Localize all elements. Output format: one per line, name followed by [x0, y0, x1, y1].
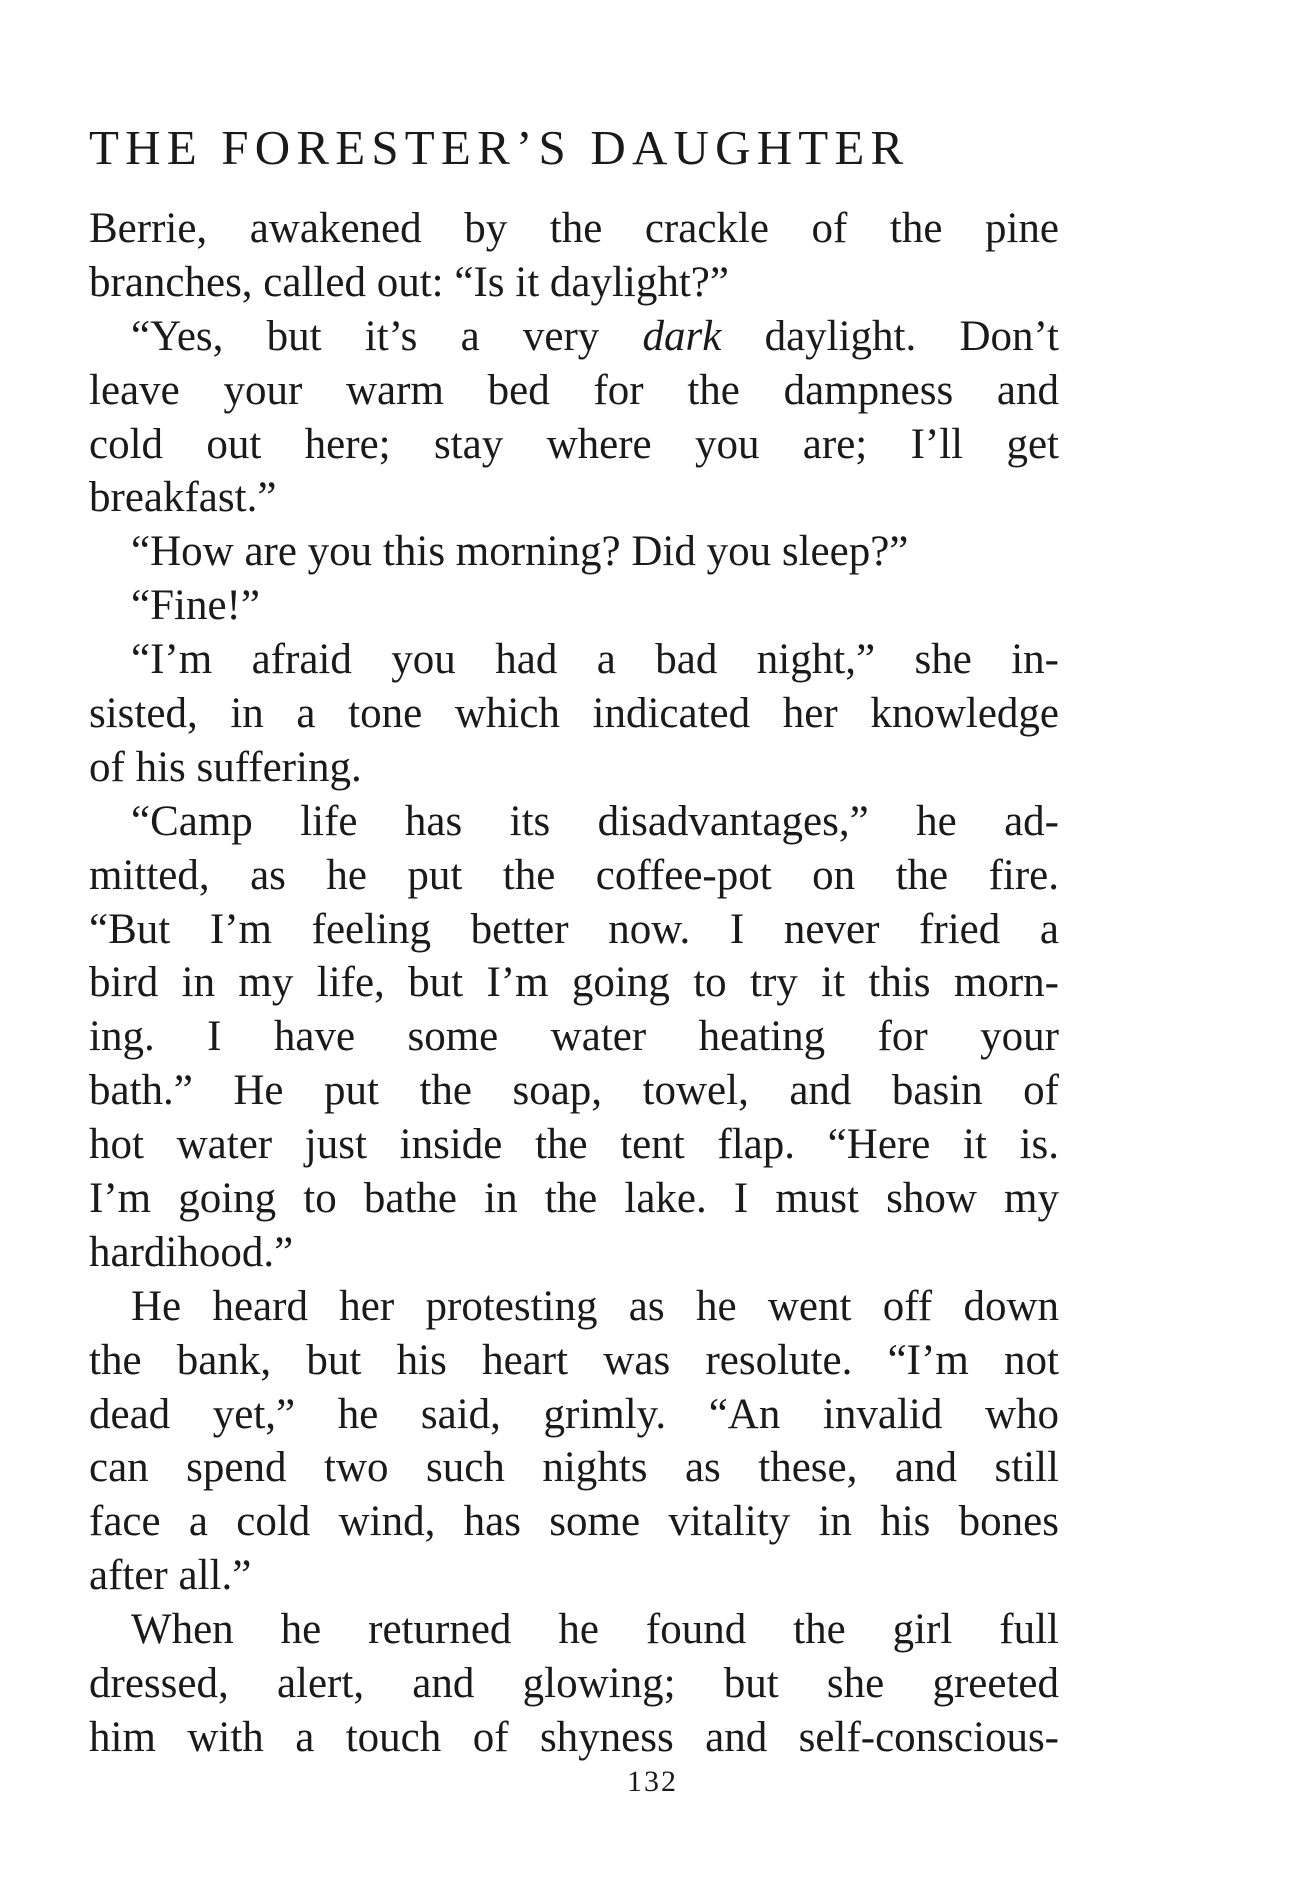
text-line: dressed, alert, and glowing; but she greeted — [89, 1660, 1059, 1708]
text-line: bath.” He put the soap, towel, and basin of — [89, 1067, 1059, 1115]
text-line: leave your warm bed for the dampness and — [89, 366, 1059, 414]
running-head-title: THE FORESTER’S DAUGHTER — [89, 120, 910, 175]
text-line: hardihood.” — [89, 1228, 294, 1276]
text-line: sisted, in a tone which indicated her knowledge — [89, 690, 1059, 738]
text-line: face a cold wind, has some vitality in his bones — [89, 1498, 1059, 1546]
text-line: “Fine!” — [131, 582, 260, 630]
text-line: bird in my life, but I’m going to try it this morn- — [89, 959, 1059, 1007]
text-line — [89, 310, 1059, 364]
text-line: “How are you this morning? Did you sleep?” — [131, 528, 909, 576]
body-text — [89, 202, 1059, 1765]
text-line: “I’m afraid you had a bad night,” she in- — [131, 636, 1059, 684]
text-line: the bank, but his heart was resolute. “I’m not — [89, 1336, 1059, 1384]
text-line: Berrie, awakened by the crackle of the pine — [89, 205, 1059, 252]
text-line: He heard her protesting as he went off down — [131, 1282, 1059, 1330]
text-line: I’m going to bathe in the lake. I must show my — [89, 1175, 1059, 1223]
text-line: breakfast.” — [89, 474, 277, 522]
text-line: mitted, as he put the coffee-pot on the fire. — [89, 851, 1059, 899]
text-line: after all.” — [89, 1552, 252, 1600]
text-line: ing. I have some water heating for your — [89, 1013, 1059, 1061]
text-line: branches, called out: “Is it daylight?” — [89, 258, 729, 306]
text-line: When he returned he found the girl full — [131, 1606, 1059, 1654]
text-line: of his suffering. — [89, 743, 362, 791]
text-line: “But I’m feeling better now. I never fried a — [89, 905, 1059, 953]
text-line: dead yet,” he said, grimly. “An invalid who — [89, 1390, 1059, 1438]
italic-word: dark — [642, 312, 722, 360]
text-run: “Yes, but it’s a very — [131, 312, 643, 360]
text-run: daylight. Don’t — [721, 312, 1059, 360]
page-number: 132 — [627, 1765, 678, 1798]
text-line: can spend two such nights as these, and still — [89, 1444, 1059, 1492]
text-line: cold out here; stay where you are; I’ll get — [89, 420, 1059, 468]
text-line: him with a touch of shyness and self-conscious- — [89, 1713, 1059, 1761]
text-line: hot water just inside the tent flap. “Here it is. — [89, 1121, 1059, 1169]
text-line: “Camp life has its disadvantages,” he ad- — [131, 797, 1059, 845]
